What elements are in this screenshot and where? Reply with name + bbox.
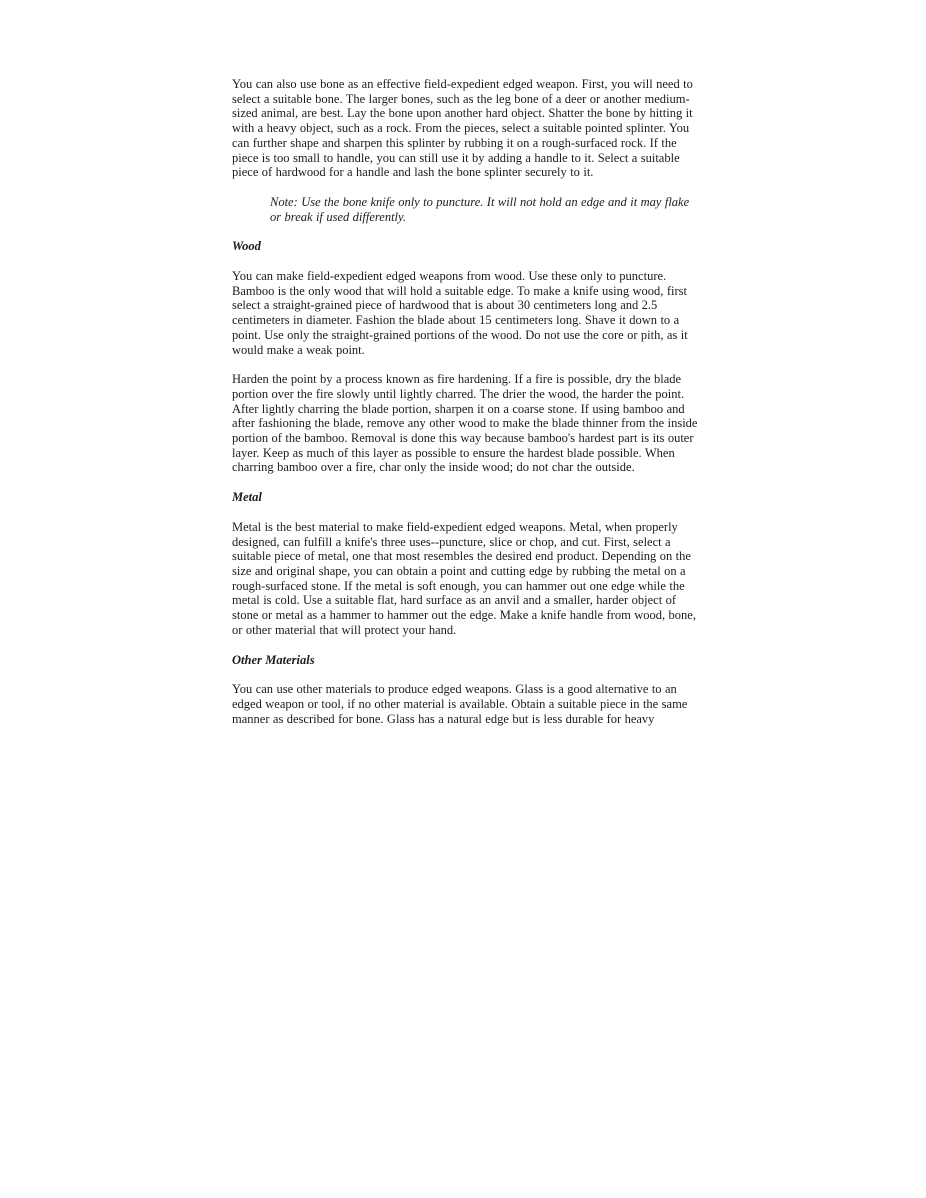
paragraph-bone-weapon: You can also use bone as an effective field-expedient edged weapon. First, you will need to select a suitable bone. The larger bones, such as the leg bone of a deer or another medium-sized animal, are best. Lay the bone upon another hard object. Shatter the bone by hitting it with a heavy object, such as a rock. From the pieces, select a suitable pointed splinter. You can further shape and sharpen this splinter by rubbing it on a rough-surfaced rock. If the piece is too small to handle, you can still use it by adding a handle to it. Select a suitable piece of hardwood for a handle and lash the bone splinter securely to it. <box>232 77 693 180</box>
heading-other-materials: Other Materials <box>232 652 315 667</box>
paragraph-wood-fire-hardening: Harden the point by a process known as fire hardening. If a fire is possible, dry the blade portion over the fire slowly until lightly charred. The drier the wood, the harder the point. After lightly charring the blade portion, sharpen it on a coarse stone. If using bamboo and after fashioning the blade, remove any other wood to make the blade thinner from the inside portion of the bamboo. Removal is done this way because bamboo's hardest part is its outer layer. Keep as much of this layer as possible to ensure the hardest blade possible. When charring bamboo over a fire, char only the inside wood; do not char the outside. <box>232 372 698 475</box>
paragraph-metal: Metal is the best material to make field-expedient edged weapons. Metal, when properly designed, can fulfill a knife's three uses--puncture, slice or chop, and cut. First, select a suitable piece of metal, one that most resembles the desired end product. Depending on the size and original shape, you can obtain a point and cutting edge by rubbing the metal on a rough-surfaced stone. If the metal is soft enough, you can hammer out one edge while the metal is cold. Use a suitable flat, hard surface as an anvil and a smaller, harder object of stone or metal as a hammer to hammer out the edge. Make a knife handle from wood, bone, or other material that will protect your hand. <box>232 519 696 637</box>
paragraph-other-materials: You can use other materials to produce edged weapons. Glass is a good alternative to an edged weapon or tool, if no other material is available. Obtain a suitable piece in the same manner as described for bone. Glass has a natural edge but is less durable for heavy <box>232 682 688 726</box>
document-text-column <box>232 77 700 741</box>
heading-metal: Metal <box>232 490 262 505</box>
paragraph-wood-intro: You can make field-expedient edged weapons from wood. Use these only to puncture. Bamboo is the only wood that will hold a suitable edge. To make a knife using wood, first select a straight-grained piece of hardwood that is about 30 centimeters long and 2.5 centimeters in diameter. Fashion the blade about 15 centimeters long. Shave it down to a point. Use only the straight-grained portions of the wood. Do not use the core or pith, as it would make a weak point. <box>232 269 688 357</box>
heading-wood: Wood <box>232 239 261 254</box>
note-bone-knife: Note: Use the bone knife only to puncture. It will not hold an edge and it may flake or break if used differently. <box>270 194 690 224</box>
